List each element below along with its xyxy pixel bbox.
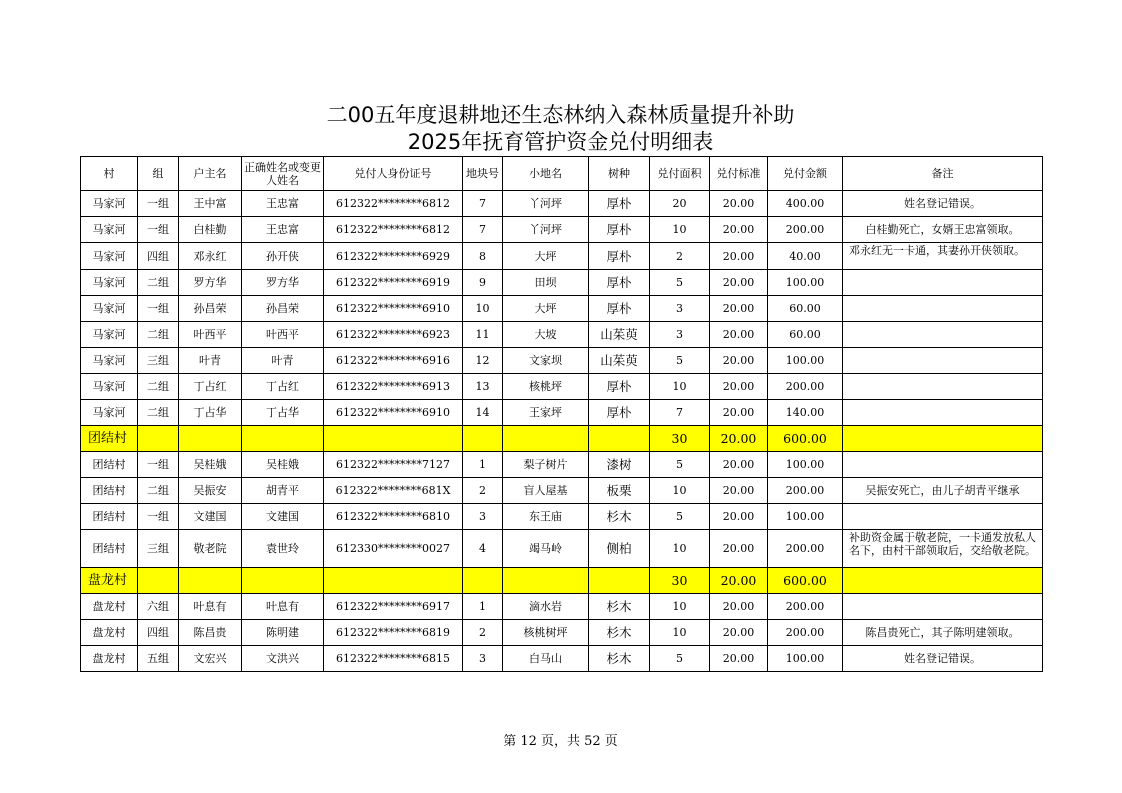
cell-remark <box>843 594 1043 620</box>
cell-remark <box>843 270 1043 296</box>
cell-place: 丫河坪 <box>503 191 589 217</box>
cell-amount: 100.00 <box>768 504 843 530</box>
cell-village: 马家河 <box>81 217 138 243</box>
cell-tree: 山茱萸 <box>589 322 650 348</box>
cell-remark <box>843 296 1043 322</box>
header-plot: 地块号 <box>463 157 503 191</box>
cell-owner: 孙昌荣 <box>179 296 242 322</box>
cell-plot <box>463 426 503 452</box>
cell-place <box>503 426 589 452</box>
cell-place: 白马山 <box>503 646 589 672</box>
cell-tree: 板栗 <box>589 478 650 504</box>
cell-id <box>324 568 463 594</box>
cell-place: 大坪 <box>503 296 589 322</box>
cell-area: 5 <box>650 348 710 374</box>
cell-village: 团结村 <box>81 426 138 452</box>
cell-id: 612322********681X <box>324 478 463 504</box>
cell-owner: 敬老院 <box>179 530 242 568</box>
cell-area: 3 <box>650 322 710 348</box>
cell-tree: 厚朴 <box>589 217 650 243</box>
cell-plot: 7 <box>463 217 503 243</box>
cell-id: 612322********6815 <box>324 646 463 672</box>
cell-owner: 丁占红 <box>179 374 242 400</box>
table-row <box>81 646 1043 672</box>
cell-standard: 20.00 <box>710 322 768 348</box>
cell-owner: 叶青 <box>179 348 242 374</box>
cell-standard: 20.00 <box>710 400 768 426</box>
cell-area: 20 <box>650 191 710 217</box>
cell-area: 3 <box>650 296 710 322</box>
payment-table <box>80 156 1043 672</box>
cell-id <box>324 426 463 452</box>
cell-standard: 20.00 <box>710 568 768 594</box>
cell-group: 二组 <box>138 374 179 400</box>
table-row <box>81 217 1043 243</box>
cell-amount: 600.00 <box>768 426 843 452</box>
cell-area: 5 <box>650 646 710 672</box>
cell-village: 马家河 <box>81 322 138 348</box>
cell-place: 田坝 <box>503 270 589 296</box>
cell-amount: 40.00 <box>768 243 843 270</box>
cell-tree: 厚朴 <box>589 374 650 400</box>
cell-place: 核桃坪 <box>503 374 589 400</box>
cell-village: 马家河 <box>81 270 138 296</box>
cell-village: 团结村 <box>81 504 138 530</box>
cell-group: 一组 <box>138 452 179 478</box>
cell-village: 马家河 <box>81 400 138 426</box>
cell-place: 核桃树坪 <box>503 620 589 646</box>
header-standard: 兑付标准 <box>710 157 768 191</box>
subtotal-row <box>81 426 1043 452</box>
cell-place: 梨子树片 <box>503 452 589 478</box>
cell-area: 10 <box>650 374 710 400</box>
table-row <box>81 374 1043 400</box>
cell-owner <box>179 568 242 594</box>
cell-plot: 14 <box>463 400 503 426</box>
header-remark: 备注 <box>843 157 1043 191</box>
cell-id: 612322********6923 <box>324 322 463 348</box>
cell-amount: 600.00 <box>768 568 843 594</box>
cell-standard: 20.00 <box>710 504 768 530</box>
cell-amount: 200.00 <box>768 620 843 646</box>
header-correct-name: 正确姓名或变更人姓名 <box>242 157 324 191</box>
cell-tree: 杉木 <box>589 594 650 620</box>
cell-tree: 漆树 <box>589 452 650 478</box>
cell-remark <box>843 322 1043 348</box>
cell-id: 612322********6916 <box>324 348 463 374</box>
cell-correct-name: 孙昌荣 <box>242 296 324 322</box>
cell-standard: 20.00 <box>710 620 768 646</box>
cell-amount: 60.00 <box>768 322 843 348</box>
cell-plot: 3 <box>463 646 503 672</box>
cell-village: 团结村 <box>81 452 138 478</box>
page-number: 第 12 页，共 52 页 <box>503 734 618 749</box>
table-body <box>81 157 1043 672</box>
cell-amount: 60.00 <box>768 296 843 322</box>
cell-tree: 侧柏 <box>589 530 650 568</box>
cell-standard: 20.00 <box>710 478 768 504</box>
cell-standard: 20.00 <box>710 270 768 296</box>
cell-area: 30 <box>650 568 710 594</box>
cell-standard: 20.00 <box>710 191 768 217</box>
cell-owner: 吴桂娥 <box>179 452 242 478</box>
cell-remark <box>843 348 1043 374</box>
header-place: 小地名 <box>503 157 589 191</box>
header-amount: 兑付金额 <box>768 157 843 191</box>
cell-village: 盘龙村 <box>81 594 138 620</box>
cell-correct-name: 吴桂娥 <box>242 452 324 478</box>
cell-amount: 400.00 <box>768 191 843 217</box>
cell-area: 30 <box>650 426 710 452</box>
cell-tree <box>589 426 650 452</box>
cell-village: 马家河 <box>81 243 138 270</box>
cell-remark <box>843 452 1043 478</box>
cell-tree: 厚朴 <box>589 296 650 322</box>
cell-group: 五组 <box>138 646 179 672</box>
cell-correct-name <box>242 568 324 594</box>
cell-amount: 200.00 <box>768 217 843 243</box>
cell-group: 一组 <box>138 296 179 322</box>
cell-correct-name: 王忠富 <box>242 191 324 217</box>
cell-owner: 叶西平 <box>179 322 242 348</box>
cell-amount: 200.00 <box>768 478 843 504</box>
cell-group: 二组 <box>138 322 179 348</box>
cell-correct-name: 叶青 <box>242 348 324 374</box>
cell-owner: 叶息有 <box>179 594 242 620</box>
cell-owner <box>179 426 242 452</box>
cell-plot: 3 <box>463 504 503 530</box>
cell-correct-name <box>242 426 324 452</box>
cell-id: 612322********6929 <box>324 243 463 270</box>
cell-plot: 9 <box>463 270 503 296</box>
cell-area: 10 <box>650 594 710 620</box>
cell-remark <box>843 374 1043 400</box>
cell-place <box>503 568 589 594</box>
cell-correct-name: 袁世玲 <box>242 530 324 568</box>
subtotal-row <box>81 568 1043 594</box>
cell-correct-name: 王忠富 <box>242 217 324 243</box>
cell-correct-name: 丁占华 <box>242 400 324 426</box>
cell-area: 10 <box>650 530 710 568</box>
table-row <box>81 322 1043 348</box>
cell-owner: 罗方华 <box>179 270 242 296</box>
cell-plot: 1 <box>463 452 503 478</box>
table-header-row <box>81 157 1043 191</box>
cell-place: 滴水岩 <box>503 594 589 620</box>
cell-id: 612322********6812 <box>324 217 463 243</box>
cell-correct-name: 孙开侠 <box>242 243 324 270</box>
cell-id: 612322********6910 <box>324 296 463 322</box>
cell-plot: 13 <box>463 374 503 400</box>
cell-tree: 厚朴 <box>589 270 650 296</box>
cell-plot: 12 <box>463 348 503 374</box>
cell-id: 612322********6810 <box>324 504 463 530</box>
cell-tree: 厚朴 <box>589 191 650 217</box>
cell-group <box>138 426 179 452</box>
header-id: 兑付人身份证号 <box>324 157 463 191</box>
cell-village: 马家河 <box>81 296 138 322</box>
cell-group: 三组 <box>138 348 179 374</box>
cell-area: 5 <box>650 504 710 530</box>
table-row <box>81 191 1043 217</box>
table-row <box>81 270 1043 296</box>
cell-id: 612322********6917 <box>324 594 463 620</box>
cell-group: 一组 <box>138 191 179 217</box>
cell-remark: 姓名登记错误。 <box>843 191 1043 217</box>
cell-standard: 20.00 <box>710 296 768 322</box>
cell-owner: 文建国 <box>179 504 242 530</box>
cell-amount: 200.00 <box>768 594 843 620</box>
cell-plot <box>463 568 503 594</box>
cell-group <box>138 568 179 594</box>
table-row <box>81 594 1043 620</box>
cell-area: 10 <box>650 478 710 504</box>
cell-village: 马家河 <box>81 191 138 217</box>
cell-correct-name: 胡青平 <box>242 478 324 504</box>
cell-owner: 邓永红 <box>179 243 242 270</box>
cell-plot: 2 <box>463 478 503 504</box>
cell-group: 三组 <box>138 530 179 568</box>
cell-village: 团结村 <box>81 530 138 568</box>
cell-amount: 200.00 <box>768 530 843 568</box>
cell-plot: 10 <box>463 296 503 322</box>
cell-remark: 吴振安死亡，由儿子胡青平继承 <box>843 478 1043 504</box>
cell-amount: 200.00 <box>768 374 843 400</box>
cell-owner: 文宏兴 <box>179 646 242 672</box>
cell-plot: 8 <box>463 243 503 270</box>
document-title: 二00五年度退耕地还生态林纳入森林质量提升补助 <box>326 103 795 127</box>
cell-standard: 20.00 <box>710 217 768 243</box>
cell-amount: 100.00 <box>768 348 843 374</box>
cell-village: 团结村 <box>81 478 138 504</box>
cell-remark <box>843 504 1043 530</box>
cell-owner: 王中富 <box>179 191 242 217</box>
cell-place: 王家坪 <box>503 400 589 426</box>
cell-owner: 白桂勤 <box>179 217 242 243</box>
cell-correct-name: 罗方华 <box>242 270 324 296</box>
table-row <box>81 296 1043 322</box>
cell-id: 612322********6812 <box>324 191 463 217</box>
cell-group: 一组 <box>138 504 179 530</box>
cell-group: 二组 <box>138 270 179 296</box>
cell-id: 612322********6913 <box>324 374 463 400</box>
cell-amount: 100.00 <box>768 270 843 296</box>
cell-place: 竭马岭 <box>503 530 589 568</box>
document-subtitle: 2025年抚育管护资金兑付明细表 <box>407 130 714 154</box>
cell-place: 大坪 <box>503 243 589 270</box>
table-row <box>81 348 1043 374</box>
table-row <box>81 243 1043 270</box>
cell-area: 5 <box>650 452 710 478</box>
cell-tree: 厚朴 <box>589 243 650 270</box>
cell-remark: 姓名登记错误。 <box>843 646 1043 672</box>
cell-correct-name: 文建国 <box>242 504 324 530</box>
cell-plot: 4 <box>463 530 503 568</box>
cell-place: 大坡 <box>503 322 589 348</box>
cell-tree: 山茱萸 <box>589 348 650 374</box>
cell-village: 盘龙村 <box>81 620 138 646</box>
cell-remark: 邓永红无一卡通，其妻孙开侠领取。 <box>843 243 1043 270</box>
cell-village: 马家河 <box>81 348 138 374</box>
cell-id: 612330********0027 <box>324 530 463 568</box>
cell-area: 10 <box>650 620 710 646</box>
header-area: 兑付面积 <box>650 157 710 191</box>
cell-group: 四组 <box>138 620 179 646</box>
cell-remark <box>843 400 1043 426</box>
header-group: 组 <box>138 157 179 191</box>
cell-owner: 吴振安 <box>179 478 242 504</box>
table-row <box>81 400 1043 426</box>
cell-standard: 20.00 <box>710 452 768 478</box>
cell-area: 2 <box>650 243 710 270</box>
cell-village: 马家河 <box>81 374 138 400</box>
cell-id: 612322********6919 <box>324 270 463 296</box>
cell-remark <box>843 426 1043 452</box>
cell-remark: 陈昌贵死亡，其子陈明建领取。 <box>843 620 1043 646</box>
cell-remark <box>843 568 1043 594</box>
cell-group: 二组 <box>138 400 179 426</box>
cell-owner: 丁占华 <box>179 400 242 426</box>
cell-tree: 厚朴 <box>589 400 650 426</box>
cell-correct-name: 文洪兴 <box>242 646 324 672</box>
table-row <box>81 452 1043 478</box>
cell-tree: 杉木 <box>589 646 650 672</box>
cell-tree: 杉木 <box>589 504 650 530</box>
cell-amount: 100.00 <box>768 452 843 478</box>
cell-place: 盲人屋基 <box>503 478 589 504</box>
cell-group: 一组 <box>138 217 179 243</box>
cell-correct-name: 叶西平 <box>242 322 324 348</box>
cell-id: 612322********6910 <box>324 400 463 426</box>
cell-id: 612322********6819 <box>324 620 463 646</box>
cell-correct-name: 叶息有 <box>242 594 324 620</box>
table-row <box>81 504 1043 530</box>
cell-place: 文家坝 <box>503 348 589 374</box>
cell-standard: 20.00 <box>710 348 768 374</box>
cell-correct-name: 丁占红 <box>242 374 324 400</box>
cell-group: 二组 <box>138 478 179 504</box>
cell-standard: 20.00 <box>710 594 768 620</box>
cell-plot: 2 <box>463 620 503 646</box>
cell-area: 7 <box>650 400 710 426</box>
cell-correct-name: 陈明建 <box>242 620 324 646</box>
cell-id: 612322********7127 <box>324 452 463 478</box>
cell-place: 东王庙 <box>503 504 589 530</box>
header-village: 村 <box>81 157 138 191</box>
cell-area: 10 <box>650 217 710 243</box>
cell-standard: 20.00 <box>710 426 768 452</box>
table-row <box>81 478 1043 504</box>
cell-village: 盘龙村 <box>81 646 138 672</box>
cell-amount: 140.00 <box>768 400 843 426</box>
table-row <box>81 530 1043 568</box>
cell-standard: 20.00 <box>710 243 768 270</box>
header-tree: 树种 <box>589 157 650 191</box>
cell-group: 四组 <box>138 243 179 270</box>
cell-tree <box>589 568 650 594</box>
cell-owner: 陈昌贵 <box>179 620 242 646</box>
table-row <box>81 620 1043 646</box>
cell-plot: 7 <box>463 191 503 217</box>
cell-area: 5 <box>650 270 710 296</box>
cell-amount: 100.00 <box>768 646 843 672</box>
header-owner: 户主名 <box>179 157 242 191</box>
cell-standard: 20.00 <box>710 374 768 400</box>
cell-plot: 11 <box>463 322 503 348</box>
cell-remark: 补助资金属于敬老院，一卡通发放私人名下，由村干部领取后，交给敬老院。 <box>843 530 1043 568</box>
cell-remark: 白桂勤死亡，女婿王忠富领取。 <box>843 217 1043 243</box>
cell-place: 丫河坪 <box>503 217 589 243</box>
cell-standard: 20.00 <box>710 646 768 672</box>
cell-village: 盘龙村 <box>81 568 138 594</box>
cell-group: 六组 <box>138 594 179 620</box>
cell-standard: 20.00 <box>710 530 768 568</box>
cell-tree: 杉木 <box>589 620 650 646</box>
cell-plot: 1 <box>463 594 503 620</box>
